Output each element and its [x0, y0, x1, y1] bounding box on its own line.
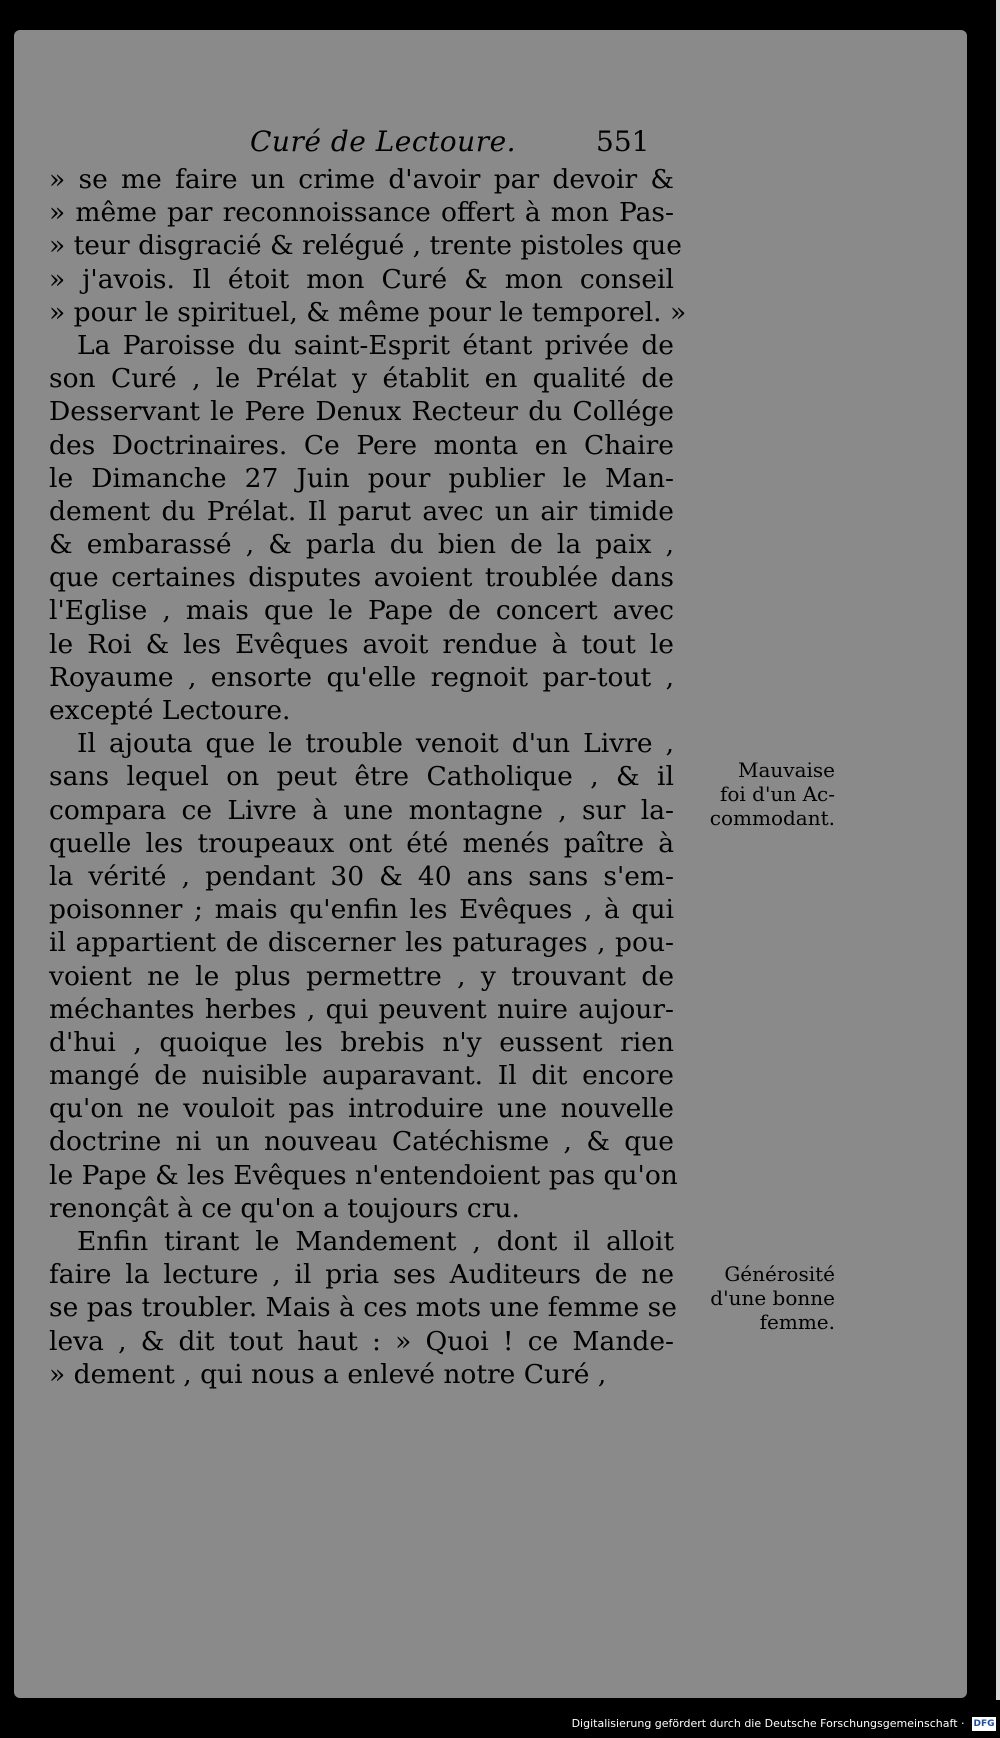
marginal-note-line: commodant.: [709, 806, 835, 830]
text-line: des Doctrinaires. Ce Pere monta en Chaire: [49, 429, 674, 461]
text-line: mangé de nuisible auparavant. Il dit encore: [49, 1060, 674, 1092]
text-line: la vérité , pendant 30 & 40 ans sans s'em-: [49, 860, 674, 892]
page-number: 551: [596, 125, 650, 158]
text-line: excepté Lectoure.: [49, 695, 291, 726]
dfg-logo: DFG: [973, 1719, 995, 1729]
text-line: Royaume , ensorte qu'elle regnoit par-tout ,: [49, 661, 674, 693]
marginal-note-1: [680, 758, 835, 830]
text-line: Enfin tirant le Mandement , dont il alloit: [77, 1226, 674, 1257]
text-line: quelle les troupeaux ont été menés paître à: [49, 827, 674, 859]
text-line: l'Eglise , mais que le Pape de concert avec: [49, 595, 674, 627]
text-line: renonçât à ce qu'on a toujours cru.: [49, 1192, 520, 1224]
marginal-note-line: d'une bonne: [710, 1286, 835, 1310]
body-text: [49, 163, 687, 1391]
credit-text: Digitalisierung gefördert durch die Deutsche Forschungsgemeinschaft ·: [571, 1717, 965, 1730]
text-line: compara ce Livre à une montagne , sur la-: [49, 794, 674, 826]
text-line: » même par reconnoissance offert à mon Pas-: [49, 197, 674, 229]
text-line: doctrine ni un nouveau Catéchisme , & que: [49, 1126, 674, 1158]
text-line: voient ne le plus permettre , y trouvant de: [49, 960, 674, 992]
digitization-credit: [572, 1716, 996, 1732]
text-line: qu'on ne vouloit pas introduire une nouvelle: [49, 1093, 674, 1125]
marginal-note-2: [680, 1262, 835, 1334]
text-line: le Pape & les Evêques n'entendoient pas qu'on: [49, 1159, 678, 1191]
text-line: » se me faire un crime d'avoir par devoir &: [49, 164, 674, 195]
text-line: faire la lecture , il pria ses Auditeurs de ne: [49, 1259, 674, 1291]
text-line: le Roi & les Evêques avoit rendue à tout le: [49, 628, 674, 660]
text-line: » j'avois. Il étoit mon Curé & mon conseil: [49, 263, 674, 295]
text-line: il appartient de discerner les paturages , pou-: [49, 927, 674, 959]
text-line: d'hui , quoique les brebis n'y eussent rien: [49, 1026, 674, 1058]
text-line: poisonner ; mais qu'enfin les Evêques , à qui: [49, 894, 674, 926]
text-line: sans lequel on peut être Catholique , & il: [49, 761, 674, 793]
marginal-note-line: foi d'un Ac-: [719, 782, 835, 806]
text-line: le Dimanche 27 Juin pour publier le Man-: [49, 462, 674, 494]
text-line: dement du Prélat. Il parut avec un air timide: [49, 495, 674, 527]
text-line: Desservant le Pere Denux Recteur du Collége: [49, 396, 674, 428]
marginal-note-line: femme.: [759, 1310, 835, 1334]
page-edge: [996, 0, 1000, 1700]
marginal-note-line: Mauvaise: [737, 758, 835, 782]
text-line: que certaines disputes avoient troublée dans: [49, 562, 674, 594]
text-line: se pas troubler. Mais à ces mots une femme se: [49, 1292, 677, 1324]
text-line: méchantes herbes , qui peuvent nuire aujour-: [49, 993, 674, 1025]
text-line: & embarassé , & parla du bien de la paix ,: [49, 529, 674, 561]
marginal-note-line: Générosité: [724, 1262, 835, 1286]
text-line: » pour le spirituel, & même pour le temporel. »: [49, 296, 687, 328]
running-head: [0, 125, 1000, 165]
text-line: » dement , qui nous a enlevé notre Curé ,: [49, 1358, 607, 1390]
text-line: » teur disgracié & relégué , trente pistoles que: [49, 230, 682, 262]
text-line: leva , & dit tout haut : » Quoi ! ce Mande-: [49, 1325, 674, 1357]
running-title: Curé de Lectoure.: [250, 125, 517, 158]
text-line: son Curé , le Prélat y établit en qualité de: [49, 363, 674, 395]
text-line: La Paroisse du saint-Esprit étant privée de: [77, 329, 674, 361]
text-line: Il ajouta que le trouble venoit d'un Livre ,: [77, 728, 674, 760]
